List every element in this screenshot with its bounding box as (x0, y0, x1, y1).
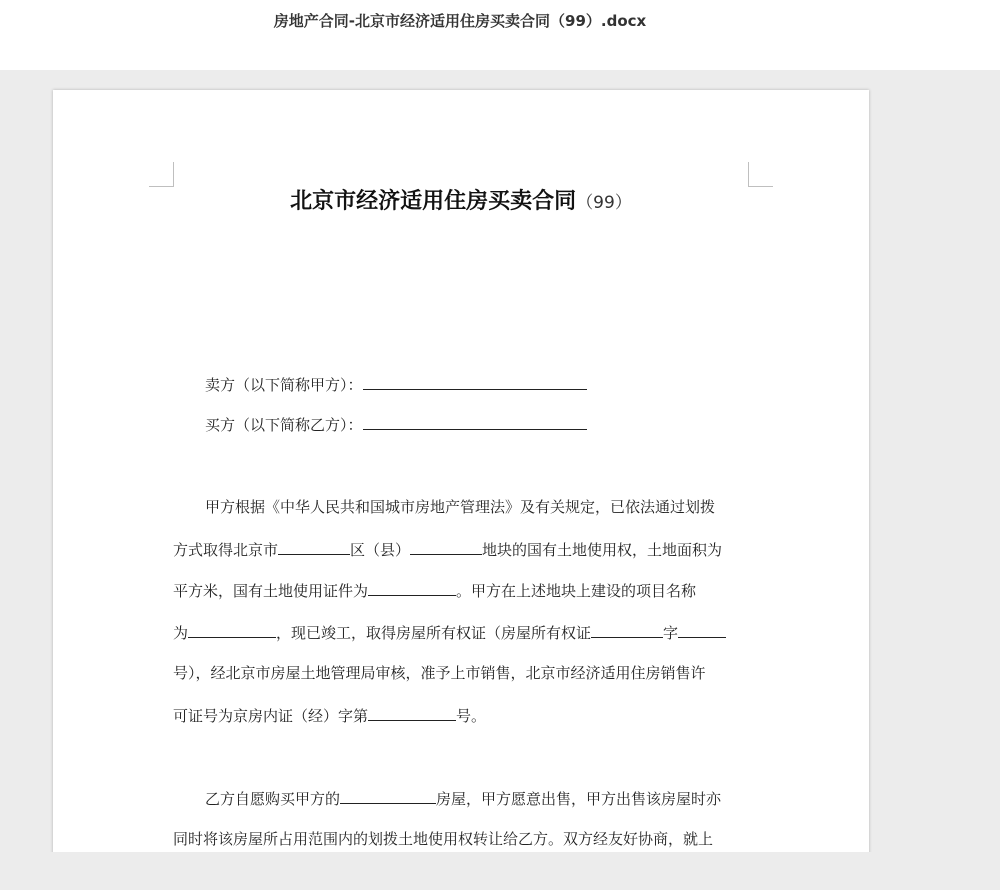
para1-text-3a: 平方米，国有土地使用证件为 (173, 582, 369, 600)
para2-line1 (205, 788, 721, 809)
para2-text-1a: 乙方自愿购买甲方的 (205, 790, 341, 808)
para1-text-4b: ，现已竣工，取得房屋所有权证（房屋所有权证 (276, 624, 592, 642)
para1-text-5: 号），经北京市房屋土地管理局审核，准予上市销售，北京市经济适用住房销售许 (173, 664, 706, 682)
document-page[interactable] (53, 90, 869, 890)
document-heading (173, 184, 749, 215)
para1-text-2b: 区（县） (350, 541, 411, 559)
bottom-strip (0, 852, 1000, 890)
document-filename: 房地产合同-北京市经济适用住房买卖合同（99）.docx (273, 12, 647, 30)
para1-text-6a: 可证号为京房内证（经）字第 (173, 707, 369, 725)
para1-text-3b: 。甲方在上述地块上建设的项目名称 (456, 582, 697, 600)
para1-text-6b: 号。 (456, 707, 487, 725)
para1-text-1: 甲方根据《中华人民共和国城市房地产管理法》及有关规定，已依法通过划拨 (205, 498, 716, 516)
district-blank (278, 539, 350, 555)
margin-marker-top-left (149, 162, 174, 187)
buyer-line (205, 414, 587, 435)
land-cert-blank (368, 580, 456, 596)
para1-line3 (173, 580, 696, 601)
para1-line2 (173, 539, 722, 560)
para1-text-4c: 字 (663, 624, 679, 642)
margin-marker-top-right (748, 162, 773, 187)
para2-line2 (173, 829, 713, 849)
para1-text-4a: 为 (173, 624, 189, 642)
heading-title: 北京市经济适用住房买卖合同 (290, 189, 577, 214)
ownership-cert-blank (591, 622, 663, 638)
para1-line4 (173, 622, 726, 643)
para1-text-2c: 地块的国有土地使用权，土地面积为 (482, 541, 723, 559)
para2-text-2: 同时将该房屋所占用范围内的划拨土地使用权转让给乙方。双方经友好协商，就上 (173, 830, 714, 848)
para1-text-2a: 方式取得北京市 (173, 541, 279, 559)
para1-line1 (205, 497, 715, 517)
para1-line5 (173, 663, 706, 683)
heading-number: （99） (576, 193, 632, 213)
plot-blank (410, 539, 482, 555)
seller-label: 卖方（以下简称甲方）： (205, 376, 363, 394)
seller-line (205, 374, 587, 395)
title-bar (0, 0, 1000, 70)
para2-text-1b: 房屋，甲方愿意出售，甲方出售该房屋时亦 (436, 790, 722, 808)
ownership-no-blank (678, 622, 726, 638)
project-name-blank (188, 622, 276, 638)
seller-blank (363, 374, 587, 390)
buyer-label: 买方（以下简称乙方）： (205, 416, 363, 434)
sales-permit-blank (368, 705, 456, 721)
house-blank (340, 788, 436, 804)
buyer-blank (363, 414, 587, 430)
para1-line6 (173, 705, 486, 726)
